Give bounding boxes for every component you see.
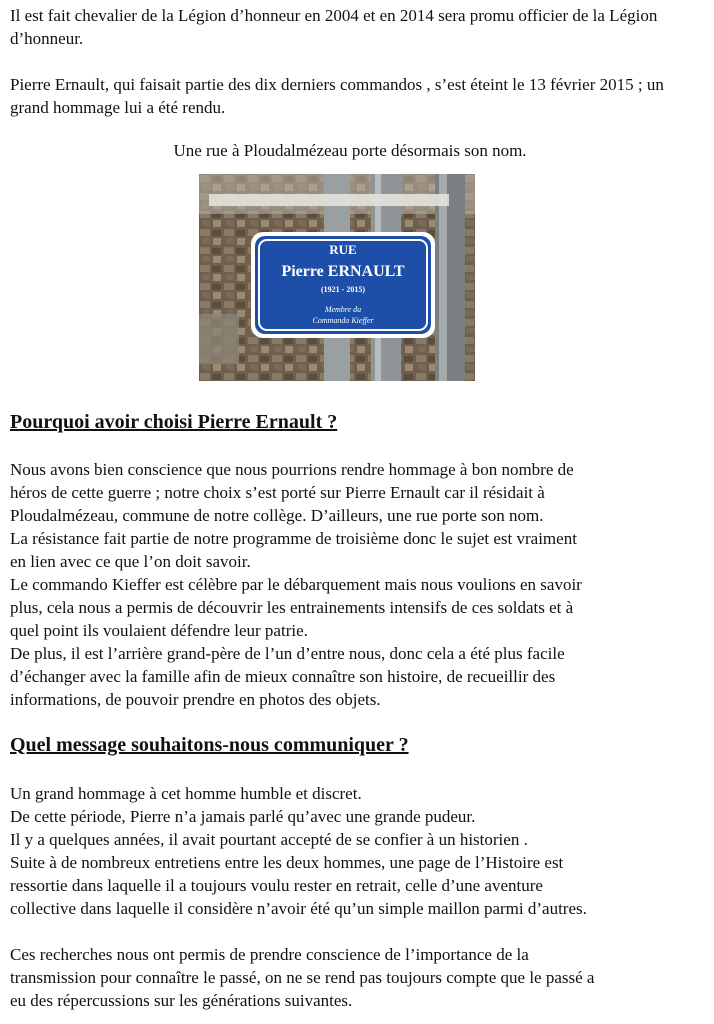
street-sign-photo [199,174,475,381]
sign-name: Pierre ERNAULT [281,263,405,280]
text-line: d’échanger avec la famille afin de mieux connaître son histoire, de recueillir des [10,667,556,686]
intro-paragraph-1: Il est fait chevalier de la Légion d’honneur en 2004 et en 2014 sera promu officier de la Légion d’honneur. [10,6,658,48]
text-line: quel point ils voulaient défendre leur patrie. [10,621,308,640]
text-line: Un grand hommage à cet homme humble et discret. [10,784,362,803]
sign-subtitle-2: Commando Kieffer [312,316,374,325]
text-line: Le commando Kieffer est célèbre par le débarquement mais nous voulions en savoir [10,575,582,594]
photo-caption: Une rue à Ploudalmézeau porte désormais son nom. [173,141,527,160]
text-line: informations, de pouvoir prendre en photos des objets. [10,690,381,709]
text-line: Nous avons bien conscience que nous pourrions rendre hommage à bon nombre de [10,460,574,479]
text-line: transmission pour connaître le passé, on ne se rend pas toujours compte que le passé a [10,968,595,987]
text-line: Ploudalmézeau, commune de notre collège. D’ailleurs, une rue porte son nom. [10,506,544,525]
section-heading-message: Quel message souhaitons-nous communiquer ? [10,734,409,756]
intro-paragraph-2: Pierre Ernault, qui faisait partie des dix derniers commandos , s’est éteint le 13 février 2015 ; un grand hommage lui a été rendu. [10,75,664,117]
section-heading-why: Pourquoi avoir choisi Pierre Ernault ? [10,411,338,433]
text-line: De cette période, Pierre n’a jamais parlé qu’avec une grande pudeur. [10,807,476,826]
text-line: Suite à de nombreux entretiens entre les deux hommes, une page de l’Histoire est [10,853,564,872]
sign-dates: (1921 - 2015) [321,285,365,294]
text-line: Il y a quelques années, il avait pourtant accepté de se confier à un historien . [10,830,528,849]
text-line: De plus, il est l’arrière grand-père de l’un d’entre nous, donc cela a été plus facile [10,644,565,663]
text-line: ressortie dans laquelle il a toujours voulu rester en retrait, celle d’une aventure [10,876,543,895]
text-line: en lien avec ce que l’on doit savoir. [10,552,251,571]
text-line: héros de cette guerre ; notre choix s’est porté sur Pierre Ernault car il résidait à [10,483,545,502]
text-line: Ces recherches nous ont permis de prendre conscience de l’importance de la [10,945,529,964]
text-line: plus, cela nous a permis de découvrir les entrainements intensifs de ces soldats et à [10,598,574,617]
text-line: La résistance fait partie de notre programme de troisième donc le sujet est vraiment [10,529,577,548]
street-sign [251,232,435,338]
text-line: collective dans laquelle il considère n’avoir été qu’un simple maillon parmi d’autres. [10,899,587,918]
sign-rue: RUE [329,242,357,257]
sign-subtitle-1: Membre du [324,305,362,314]
text-line: eu des répercussions sur les générations suivantes. [10,991,353,1010]
